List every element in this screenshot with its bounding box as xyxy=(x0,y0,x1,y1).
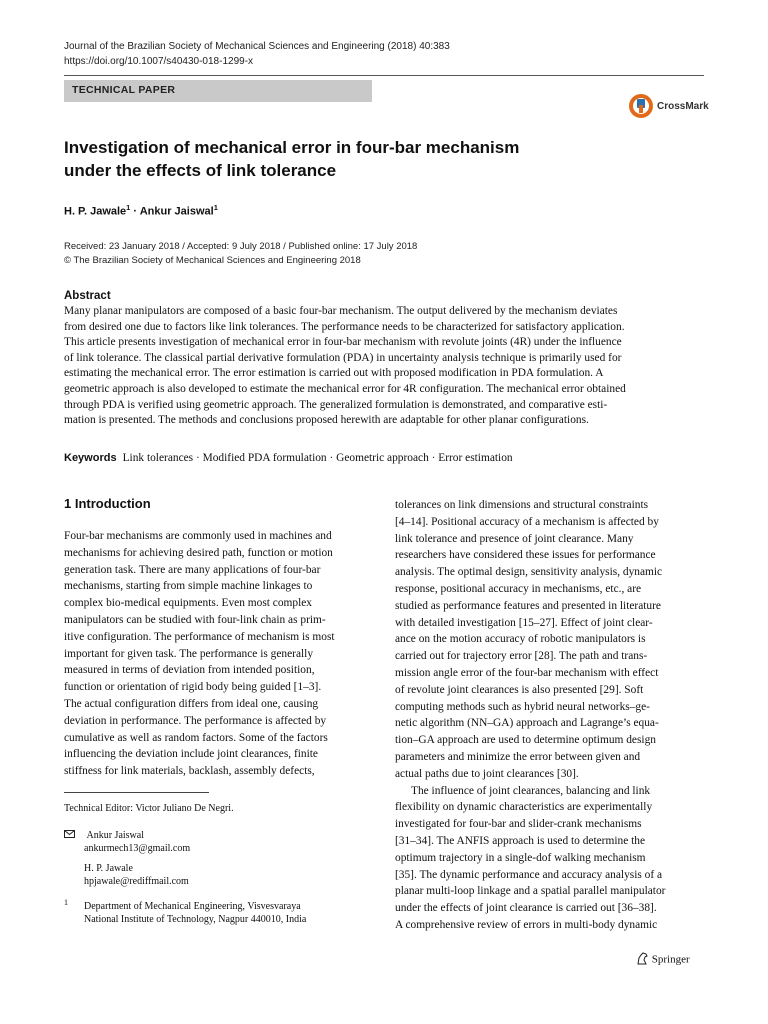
paragraph-line: [35]. The dynamic performance and accuracy analysis of a xyxy=(395,868,663,881)
abstract-heading: Abstract xyxy=(64,290,111,302)
affiliation-marker: 1 xyxy=(126,203,131,212)
envelope-icon xyxy=(64,829,78,842)
paragraph-line: mechanisms for achieving desired path, function or motion xyxy=(64,546,333,559)
publisher-logo xyxy=(636,952,690,968)
paragraph-line: mechanisms, starting from simple machine linkages to xyxy=(64,580,313,593)
paragraph-line: parameters and minimize the error between given and xyxy=(395,750,641,763)
abstract-line: of link tolerance. The classical partial derivative formulation (PDA) in uncertainty analysis technique is primarily used for xyxy=(64,351,622,364)
keywords-heading: Keywords xyxy=(64,452,117,464)
contact-name: Ankur Jaiswal xyxy=(86,830,144,841)
keywords xyxy=(64,452,704,464)
header-rule xyxy=(64,75,704,76)
intro-right-column xyxy=(395,497,705,934)
author-list xyxy=(64,203,218,218)
paragraph-line: function or orientation of rigid body being guided [1–3]. xyxy=(64,681,322,694)
affiliation-line: National Institute of Technology, Nagpur 440010, India xyxy=(84,914,307,925)
paragraph-line: with detailed investigation [15–27]. Effect of joint clear- xyxy=(395,616,653,629)
paragraph-line: analysis. The optimal design, sensitivity analysis, dynamic xyxy=(395,566,663,579)
paragraph-line: computing methods such as hybrid neural networks–ge- xyxy=(395,700,650,713)
paragraph-line: carried out for trajectory error [28]. The path and trans- xyxy=(395,650,648,663)
paragraph-line: optimum trajectory in a single-dof walking mechanism xyxy=(395,851,646,864)
article-type-band xyxy=(64,80,372,102)
paragraph-line: investigated for four-bar and slider-crank mechanisms xyxy=(395,818,642,831)
paragraph-line: link tolerance and presence of joint clearance. Many xyxy=(395,532,634,545)
publication-dates: Received: 23 January 2018 / Accepted: 9 July 2018 / Published online: 17 July 2018 xyxy=(64,241,418,252)
paragraph-line: [4–14]. Positional accuracy of a mechanism is affected by xyxy=(395,515,659,528)
paragraph-line: tolerances on link dimensions and structural constraints xyxy=(395,499,649,511)
article-type-label: TECHNICAL PAPER xyxy=(72,84,176,96)
contact-name: H. P. Jawale xyxy=(84,863,133,874)
abstract-line: This article presents investigation of mechanical error in four-bar mechanism with revolute joints (4R) under the influence xyxy=(64,336,622,349)
paragraph-line: A comprehensive review of errors in multi-body dynamic xyxy=(395,918,658,931)
paragraph-line: stiffness for link materials, backlash, assembly defects, xyxy=(64,765,315,778)
paragraph-line: important for given task. The performance is generally xyxy=(64,647,314,660)
paragraph-line: [31–34]. The ANFIS approach is used to determine the xyxy=(395,834,646,847)
copyright-line: © The Brazilian Society of Mechanical Sciences and Engineering 2018 xyxy=(64,255,361,266)
paragraph-line: under the effects of joint clearance is carried out [36–38]. xyxy=(395,902,657,915)
paragraph-line: generation task. There are many applications of four-bar xyxy=(64,563,321,576)
footnote-rule xyxy=(64,792,209,793)
publisher-name: Springer xyxy=(651,953,690,966)
paragraph-line: studied as performance features and presented in literature xyxy=(395,599,661,612)
paragraph-line: actual paths due to joint clearances [30]. xyxy=(395,767,579,780)
contact-email[interactable]: ankurmech13@gmail.com xyxy=(84,843,191,854)
paragraph-line: The influence of joint clearances, balancing and link xyxy=(411,784,651,797)
paragraph-line: tion–GA approach are used to determine optimum design xyxy=(395,734,656,747)
crossmark-badge[interactable] xyxy=(628,93,718,121)
affiliation-number: 1 xyxy=(64,898,68,907)
paragraph-line: deviation in performance. The performance is affected by xyxy=(64,714,327,727)
doi-link[interactable]: https://doi.org/10.1007/s40430-018-1299-x xyxy=(64,56,254,67)
abstract-line: estimating the mechanical error. The error estimation is carried out with proposed modification in PDA formulation. A xyxy=(64,367,604,380)
paragraph-line: measured in terms of deviation from intended position, xyxy=(64,664,315,677)
journal-citation: Journal of the Brazilian Society of Mechanical Sciences and Engineering (2018) 40:383 xyxy=(64,41,450,52)
paragraph-line: flexibility on dynamic characteristics are experimentally xyxy=(395,801,653,814)
abstract-line: mation is presented. The methods and conclusions proposed herewith are adaptable for other planar configurations. xyxy=(64,414,589,427)
paragraph-line: cumulative as well as random factors. Some of the factors xyxy=(64,731,328,744)
intro-left-column xyxy=(64,528,374,780)
springer-horse-icon xyxy=(636,952,649,968)
paragraph-line: response, positional accuracy in mechanisms, etc., are xyxy=(395,582,642,595)
paragraph-line: itive configuration. The performance of mechanism is most xyxy=(64,630,335,643)
paragraph-line: netic algorithm (NN–GA) approach and Lagrange’s equa- xyxy=(395,717,659,730)
paragraph-line: of revolute joint clearances is also presented [29]. Soft xyxy=(395,683,644,696)
paragraph-line: complex bio-medical equipments. Even most complex xyxy=(64,597,313,610)
abstract-body xyxy=(64,304,704,429)
affiliation-line: Department of Mechanical Engineering, Visvesvaraya xyxy=(84,901,301,912)
paragraph-line: mission angle error of the four-bar mechanism with effect xyxy=(395,666,659,679)
contact-email[interactable]: hpjawale@rediffmail.com xyxy=(84,876,189,887)
abstract-line: from desired one due to factors like link tolerances. The performance needs to be characterized for satisfactory application. xyxy=(64,320,625,333)
author-separator: · xyxy=(130,205,140,218)
abstract-line: geometric approach is also developed to estimate the mechanical error for 4R configuration. The mechanical error obtained xyxy=(64,382,626,395)
abstract-line: through PDA is verified using geometric approach. The generalized formulation is demonstrated, and comparative esti- xyxy=(64,398,608,411)
paragraph-line: The actual configuration differs from ideal one, causing xyxy=(64,697,319,710)
author-name[interactable]: H. P. Jawale xyxy=(64,205,127,218)
crossmark-icon xyxy=(628,93,654,119)
paragraph-line: manipulators can be studied with four-link chain as prim- xyxy=(64,613,326,626)
paper-title: Investigation of mechanical error in four-bar mechanism under the effects of link tolerance xyxy=(64,138,520,180)
paragraph-line: ance on the motion accuracy of robotic manipulators is xyxy=(395,633,646,646)
paragraph-line: researchers have considered these issues for performance xyxy=(395,549,656,562)
section-heading: 1 Introduction xyxy=(64,496,151,511)
keywords-list: Link tolerances · Modified PDA formulation · Geometric approach · Error estimation xyxy=(122,452,513,464)
paragraph-line: influencing the deviation include joint clearances, finite xyxy=(64,748,318,761)
paragraph-line: Four-bar mechanisms are commonly used in machines and xyxy=(64,530,332,542)
technical-editor: Technical Editor: Victor Juliano De Negri. xyxy=(64,803,234,814)
abstract-line: Many planar manipulators are composed of a basic four-bar mechanism. The output delivered by the mechanism deviates xyxy=(64,305,618,317)
crossmark-label: CrossMark xyxy=(657,101,709,112)
corresponding-author xyxy=(64,829,144,842)
author-name[interactable]: Ankur Jaiswal xyxy=(139,205,214,218)
paragraph-line: planar multi-loop linkage and a spatial parallel manipulator xyxy=(395,885,666,898)
affiliation-marker: 1 xyxy=(213,203,218,212)
